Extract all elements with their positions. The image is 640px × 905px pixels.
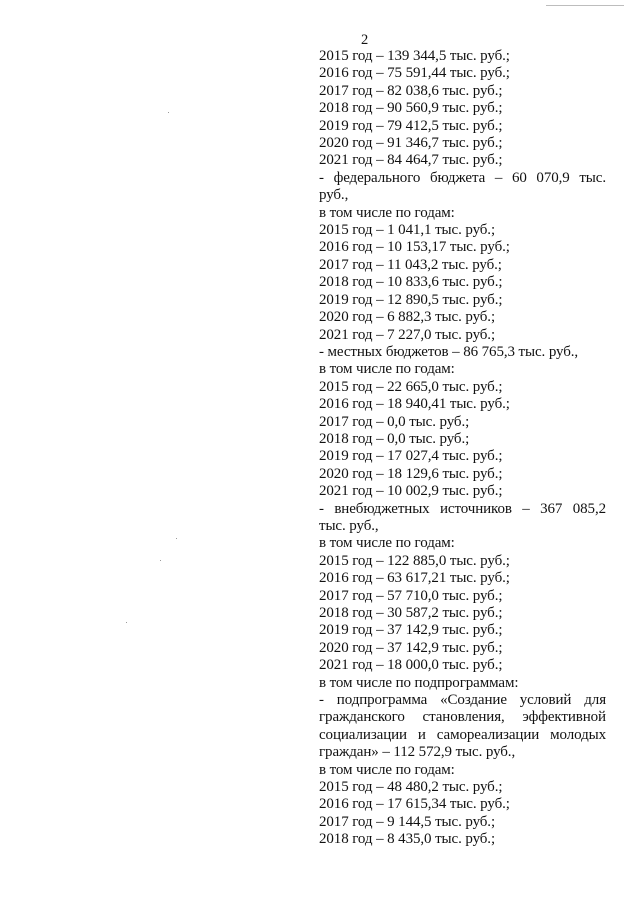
year-line: 2020 год – 18 129,6 тыс. руб.; — [319, 465, 503, 482]
year-line: 2016 год – 17 615,34 тыс. руб.; — [319, 796, 510, 813]
federal-budget-heading: - федерального бюджета – 60 070,9 тыс. — [319, 169, 606, 186]
year-line: 2015 год – 1 041,1 тыс. руб.; — [319, 222, 496, 239]
year-line: 2020 год – 37 142,9 тыс. руб.; — [319, 639, 503, 656]
year-line: 2018 год – 8 435,0 тыс. руб.; — [319, 831, 496, 848]
year-line: 2021 год – 18 000,0 тыс. руб.; — [319, 657, 503, 674]
page-number: 2 — [361, 32, 369, 48]
year-line: 2019 год – 17 027,4 тыс. руб.; — [319, 448, 503, 465]
year-line: 2019 год – 12 890,5 тыс. руб.; — [319, 291, 503, 308]
funding-text-column — [319, 48, 606, 849]
extra-budget-heading: - внебюджетных источников – 367 085,2 — [319, 500, 606, 517]
total-years-list — [319, 48, 606, 170]
scan-speck — [160, 560, 161, 561]
subprogram-section — [319, 675, 606, 849]
year-line: 2018 год – 30 587,2 тыс. руб.; — [319, 605, 503, 621]
subprogram-title-line: гражданского становления, эффективной — [319, 709, 606, 726]
year-line: 2018 год – 0,0 тыс. руб.; — [319, 430, 470, 447]
year-line: 2020 год – 91 346,7 тыс. руб.; — [319, 135, 503, 152]
year-line: 2021 год – 10 002,9 тыс. руб.; — [319, 483, 503, 500]
subprogram-title-line: граждан» – 112 572,9 тыс. руб., — [319, 744, 516, 761]
local-budget-section — [319, 344, 606, 501]
year-line: 2018 год – 10 833,6 тыс. руб.; — [319, 274, 503, 291]
scan-speck — [176, 538, 177, 539]
year-line: 2016 год – 18 940,41 тыс. руб.; — [319, 396, 510, 413]
extra-budget-heading-cont: тыс. руб., — [319, 517, 379, 534]
scan-speck — [126, 622, 127, 623]
local-budget-heading: - местных бюджетов – 86 765,3 тыс. руб., — [319, 343, 579, 360]
year-line: 2015 год – 22 665,0 тыс. руб.; — [319, 378, 503, 395]
subprograms-label: в том числе по подпрограммам: — [319, 674, 519, 691]
by-years-label: в том числе по годам: — [319, 535, 455, 552]
year-line: 2021 год – 84 464,7 тыс. руб.; — [319, 152, 503, 169]
subprogram-title-line: - подпрограмма «Создание условий для — [319, 692, 606, 709]
year-line: 2016 год – 10 153,17 тыс. руб.; — [319, 239, 510, 256]
year-line: 2016 год – 75 591,44 тыс. руб.; — [319, 65, 510, 82]
year-line: 2015 год – 122 885,0 тыс. руб.; — [319, 552, 510, 569]
year-line: 2017 год – 11 043,2 тыс. руб.; — [319, 256, 502, 273]
year-line: 2019 год – 37 142,9 тыс. руб.; — [319, 622, 503, 639]
year-line: 2017 год – 9 144,5 тыс. руб.; — [319, 813, 496, 830]
year-line: 2017 год – 0,0 тыс. руб.; — [319, 413, 470, 430]
year-line: 2016 год – 63 617,21 тыс. руб.; — [319, 570, 510, 587]
year-line: 2017 год – 57 710,0 тыс. руб.; — [319, 587, 503, 604]
year-line: 2019 год – 79 412,5 тыс. руб.; — [319, 117, 503, 134]
header-rule — [546, 5, 624, 6]
extra-budget-section — [319, 501, 606, 675]
subprogram-title-line: социализации и самореализации молодых — [319, 726, 606, 743]
year-line: 2021 год – 7 227,0 тыс. руб.; — [319, 326, 496, 343]
by-years-label: в том числе по годам: — [319, 361, 455, 378]
year-line: 2018 год – 90 560,9 тыс. руб.; — [319, 100, 503, 117]
year-line: 2015 год – 48 480,2 тыс. руб.; — [319, 779, 503, 796]
by-years-label: в том числе по годам: — [319, 204, 455, 221]
year-line: 2015 год – 139 344,5 тыс. руб.; — [319, 48, 510, 64]
scan-speck — [168, 112, 169, 113]
federal-budget-section — [319, 170, 606, 344]
by-years-label: в том числе по годам: — [319, 761, 455, 778]
year-line: 2020 год – 6 882,3 тыс. руб.; — [319, 309, 496, 326]
federal-budget-heading-cont: руб., — [319, 187, 349, 204]
year-line: 2017 год – 82 038,6 тыс. руб.; — [319, 82, 503, 99]
